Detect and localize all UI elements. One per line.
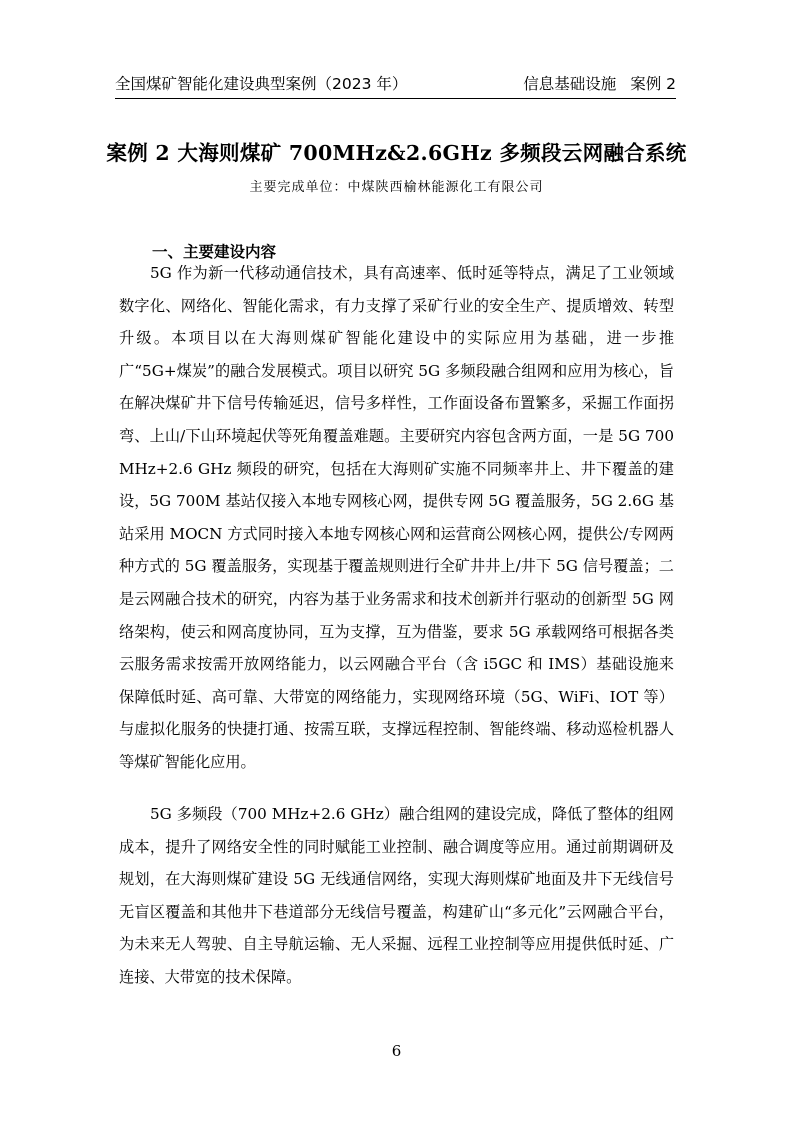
- body-paragraph-1: 5G 作为新一代移动通信技术，具有高速率、低时延等特点，满足了工业领域数字化、网络化、智能化需求，有力支撑了采矿行业的安全生产、提质增效、转型升级。本项目以在大海则煤矿智能化建设中的实际应用为基础，进一步推广“5G+煤炭”的融合发展模式。项目以研究 5G 多频段融合组网和应用为核心，旨在解决煤矿井下信号传输延迟，信号多样性，工作面设备布置繁多，采掘工作面拐弯、上山/下山环境起伏等死角覆盖难题。主要研究内容包含两方面，一是 5G 700 MHz+2.6 GHz 频段的研究，包括在大海则矿实施不同频率井上、井下覆盖的建设，5G 700M 基站仅接入本地专网核心网，提供专网 5G 覆盖服务，5G 2.6G 基站采用 MOCN 方式同时接入本地专网核心网和运营商公网核心网，提供公/专网两种方式的 5G 覆盖服务，实现基于覆盖规则进行全矿井井上/井下 5G 信号覆盖；二是云网融合技术的研究，内容为基于业务需求和技术创新并行驱动的创新型 5G 网络架构，使云和网高度协同，互为支撑，互为借鉴，要求 5G 承载网络可根据各类云服务需求按需开放网络能力，以云网融合平台（含 i5GC 和 IMS）基础设施来保障低时延、高可靠、大带宽的网络能力，实现网络环境（5G、WiFi、IOT 等）与虚拟化服务的快捷打通、按需互联，支撑远程控制、智能终端、移动巡检机器人等煤矿智能化应用。: [119, 264, 674, 771]
- header-section-name: 信息基础设施: [523, 75, 617, 93]
- section-heading: 一、主要建设内容: [152, 243, 277, 261]
- header-publication-title: 全国煤矿智能化建设典型案例（2023 年）: [115, 75, 408, 93]
- running-header: [115, 68, 676, 99]
- header-case-number: 案例 2: [630, 75, 676, 93]
- page-number: 6: [391, 1042, 402, 1060]
- header-section-info: [523, 72, 676, 94]
- body-paragraph-2: 5G 多频段（700 MHz+2.6 GHz）融合组网的建设完成，降低了整体的组网成本，提升了网络安全性的同时赋能工业控制、融合调度等应用。通过前期调研及规划，在大海则煤矿建设 5G 无线通信网络，实现大海则煤矿地面及井下无线信号无盲区覆盖和其他井下巷道部分无线信号覆盖，构建矿山“多元化”云网融合平台，为未来无人驾驶、自主导航运输、无人采掘、远程工业控制等应用提供低时延、广连接、大带宽的技术保障。: [119, 805, 674, 986]
- completing-unit: 主要完成单位：中煤陕西榆林能源化工有限公司: [249, 180, 544, 195]
- case-title: 案例 2 大海则煤矿 700MHz&2.6GHz 多频段云网融合系统: [106, 141, 687, 165]
